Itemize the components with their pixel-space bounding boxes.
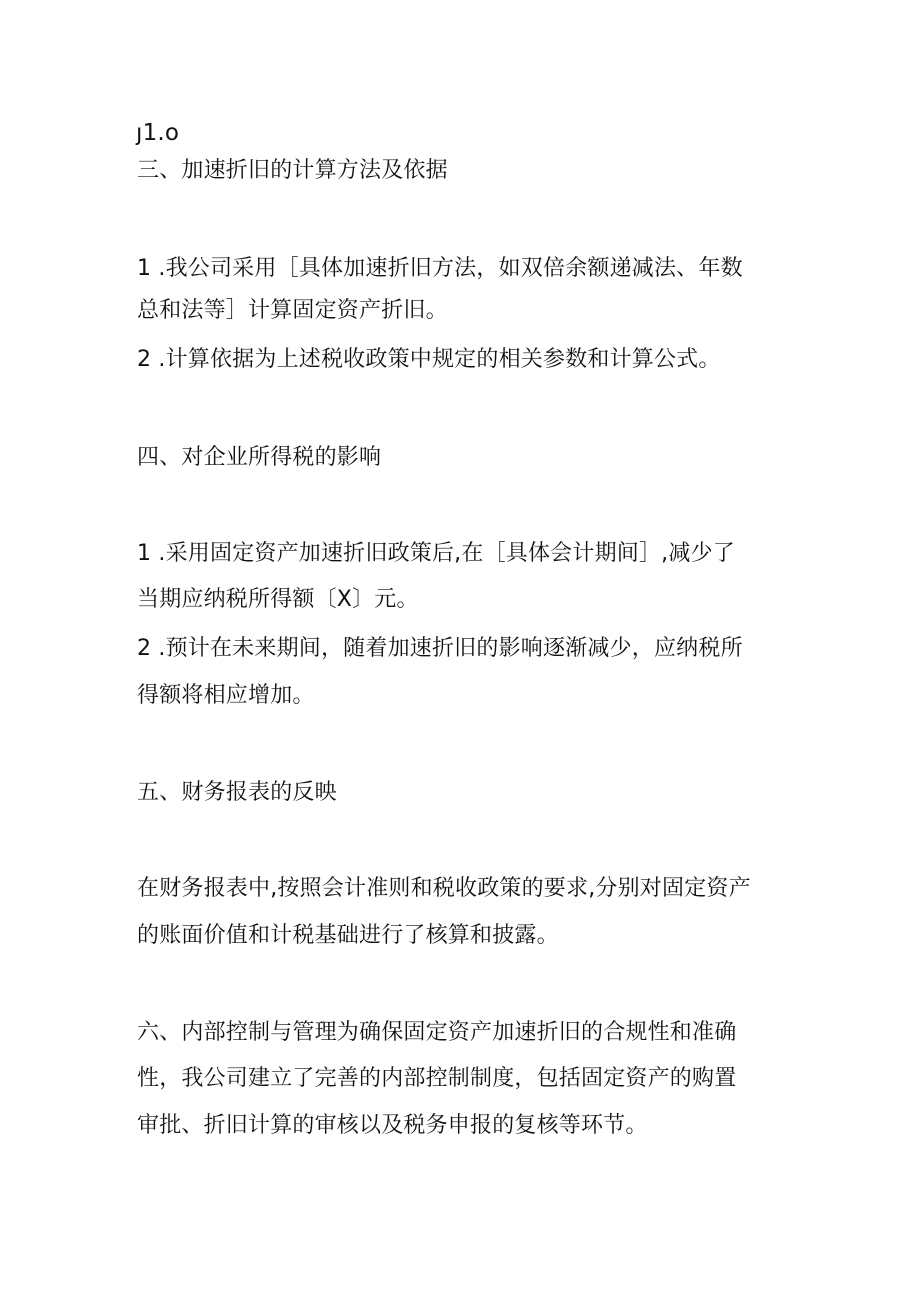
- section-4-item-1-line-2: 当期应纳税所得额〔X〕元。: [137, 587, 419, 612]
- section-4-item-1-line-1: 1 .采用固定资产加速折旧政策后,在［具体会计期间］,减少了: [137, 541, 735, 566]
- section-4-item-2-line-1: 2 .预计在未来期间，随着加速折旧的影响逐渐减少，应纳税所: [137, 636, 743, 661]
- section-3-item-1-line-2: 总和法等］计算固定资产折旧。: [137, 298, 448, 323]
- section-5-heading: 五、财务报表的反映: [137, 780, 337, 805]
- section-5-paragraph-line-2: 的账面价值和计税基础进行了核算和披露。: [137, 923, 559, 948]
- section-3-heading: 三、加速折旧的计算方法及依据: [137, 158, 448, 183]
- section-6-line-2: 性，我公司建立了完善的内部控制制度，包括固定资产的购置: [137, 1066, 737, 1091]
- section-4-item-2-line-2: 得额将相应增加。: [137, 683, 315, 708]
- section-4-heading: 四、对企业所得税的影响: [137, 445, 382, 470]
- page-fragment-text: ȷ1.o: [136, 120, 180, 146]
- section-6-line-1: 六、内部控制与管理为确保固定资产加速折旧的合规性和准确: [137, 1020, 737, 1045]
- section-3-item-1-line-1: 1 .我公司采用［具体加速折旧方法，如双倍余额递减法、年数: [137, 256, 743, 281]
- section-5-paragraph-line-1: 在财务报表中,按照会计准则和税收政策的要求,分别对固定资产: [137, 876, 751, 901]
- section-3-item-2: 2 .计算依据为上述税收政策中规定的相关参数和计算公式。: [137, 347, 721, 372]
- section-6-line-3: 审批、折旧计算的审核以及税务申报的复核等环节。: [137, 1113, 648, 1138]
